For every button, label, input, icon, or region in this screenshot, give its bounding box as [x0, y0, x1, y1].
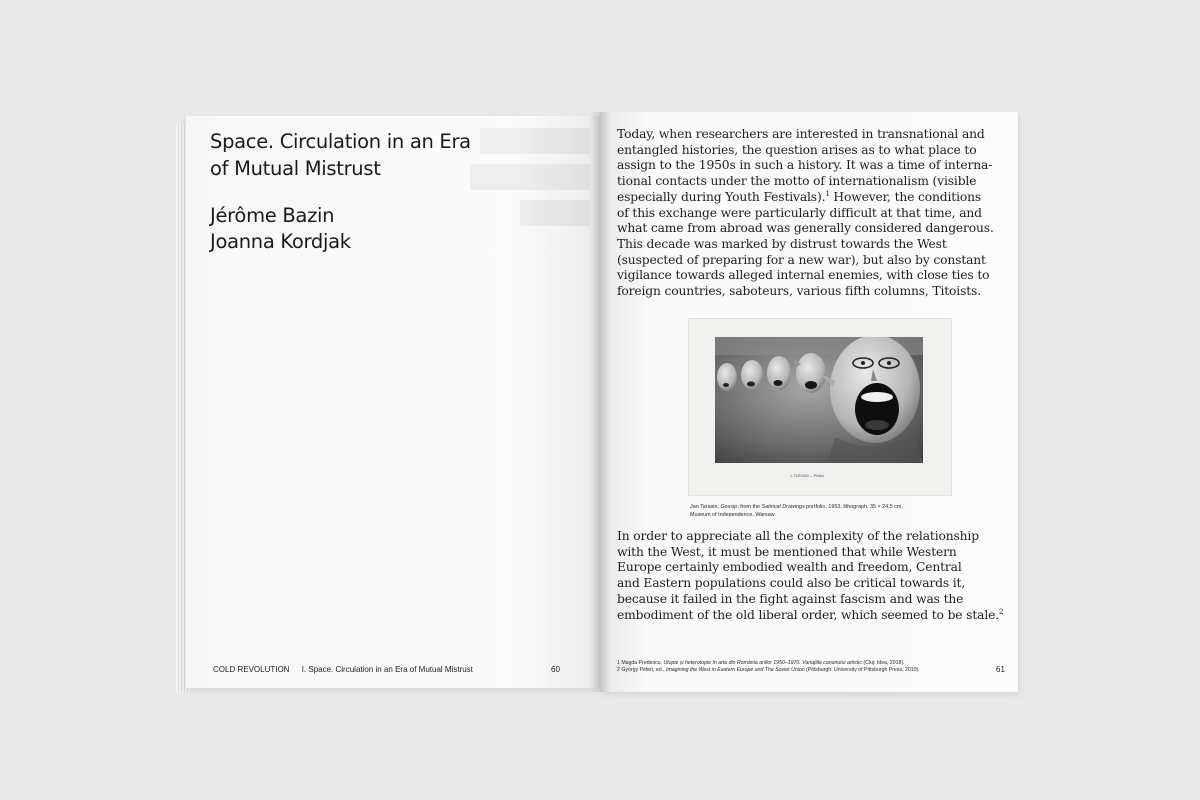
footnote-segment: 2 György Péteri, ed.,	[617, 667, 667, 673]
footnote-ref: 1	[825, 189, 830, 198]
footnote-segment: (Cluj: Idea, 2018).	[861, 660, 905, 666]
text-segment: However, the conditions	[829, 189, 982, 204]
footnote-ref: 2	[999, 607, 1004, 616]
text-line: (suspected of preparing for a new war), but also by constant	[617, 252, 986, 267]
text-line: Today, when researchers are interested in transnational and	[617, 127, 985, 141]
caption-series-title: Satirical Drawings	[761, 504, 805, 510]
footnote-segment: 1 Magda Predescu,	[617, 660, 664, 666]
lithograph-image	[715, 337, 923, 463]
running-footer	[213, 665, 473, 674]
caption-line: Museum of Independence, Warsaw	[690, 511, 775, 518]
text-line: what came from abroad was generally considered dangerous.	[617, 221, 994, 236]
caption-line	[690, 504, 960, 512]
text-line	[617, 190, 999, 206]
text-line	[617, 607, 1004, 624]
author-name: Jérôme Bazin	[210, 204, 335, 227]
caption-segment: portfolio, 1953, lithograph, 35 × 24.5 cm,	[804, 504, 903, 510]
caption-segment: , from the	[737, 504, 762, 510]
print-label: J. TARASIN — Plotka	[790, 474, 824, 478]
book-spine	[590, 112, 610, 692]
page-number-left: 60	[551, 665, 560, 674]
chapter-title-line: Space. Circulation in an Era	[210, 130, 471, 153]
footer-chapter: I. Space. Circulation in an Era of Mutual Mistrust	[301, 665, 473, 674]
footnote-title: Utopie și heterotopie în arta din România anilor 1950–1970. Variațiile canonului artistic	[663, 660, 862, 666]
text-line: vigilance towards alleged internal enemies, with close ties to	[617, 268, 990, 283]
body-paragraph-2	[617, 529, 1004, 623]
footnote-segment: (Pittsburgh: University of Pittsburgh Press, 2010).	[804, 667, 920, 673]
footer-book-title: COLD REVOLUTION	[213, 665, 290, 674]
chapter-title-line: of Mutual Mistrust	[210, 157, 381, 180]
author-name: Joanna Kordjak	[210, 230, 351, 253]
text-line: foreign countries, saboteurs, various fifth columns, Titoists.	[617, 284, 981, 299]
text-line: tional contacts under the motto of internationalism (visible	[617, 174, 977, 189]
figure-caption	[690, 504, 960, 519]
footnote	[617, 660, 977, 667]
text-line: because it failed in the fight against fascism and was the	[617, 591, 964, 606]
text-line: assign to the 1950s in such a history. It was a time of interna-	[617, 158, 993, 173]
text-segment: especially during Youth Festivals).	[617, 189, 826, 204]
caption-artwork-title: Gossip	[720, 504, 738, 510]
text-segment: embodiment of the old liberal order, which seemed to be stale.	[617, 607, 999, 622]
footnotes	[617, 660, 977, 674]
text-line: and Eastern populations could also be critical towards it,	[617, 576, 966, 591]
body-paragraph-1	[617, 127, 999, 300]
caption-segment: Jan Tarasin,	[690, 504, 721, 510]
text-line: In order to appreciate all the complexity of the relationship	[617, 529, 979, 543]
chapter-title	[210, 128, 580, 182]
footnote-title: Imagining the West in Eastern Europe and The Soviet Union	[666, 667, 805, 673]
text-line: entangled histories, the question arises as to what place to	[617, 142, 977, 157]
page-number-right: 61	[996, 665, 1005, 674]
text-line: This decade was marked by distrust towards the West	[617, 236, 947, 251]
footnote	[617, 667, 977, 674]
text-line: with the West, it must be mentioned that while Western	[617, 544, 957, 559]
text-line: of this exchange were particularly difficult at that time, and	[617, 205, 982, 220]
text-line: Europe certainly embodied wealth and freedom, Central	[617, 560, 962, 575]
